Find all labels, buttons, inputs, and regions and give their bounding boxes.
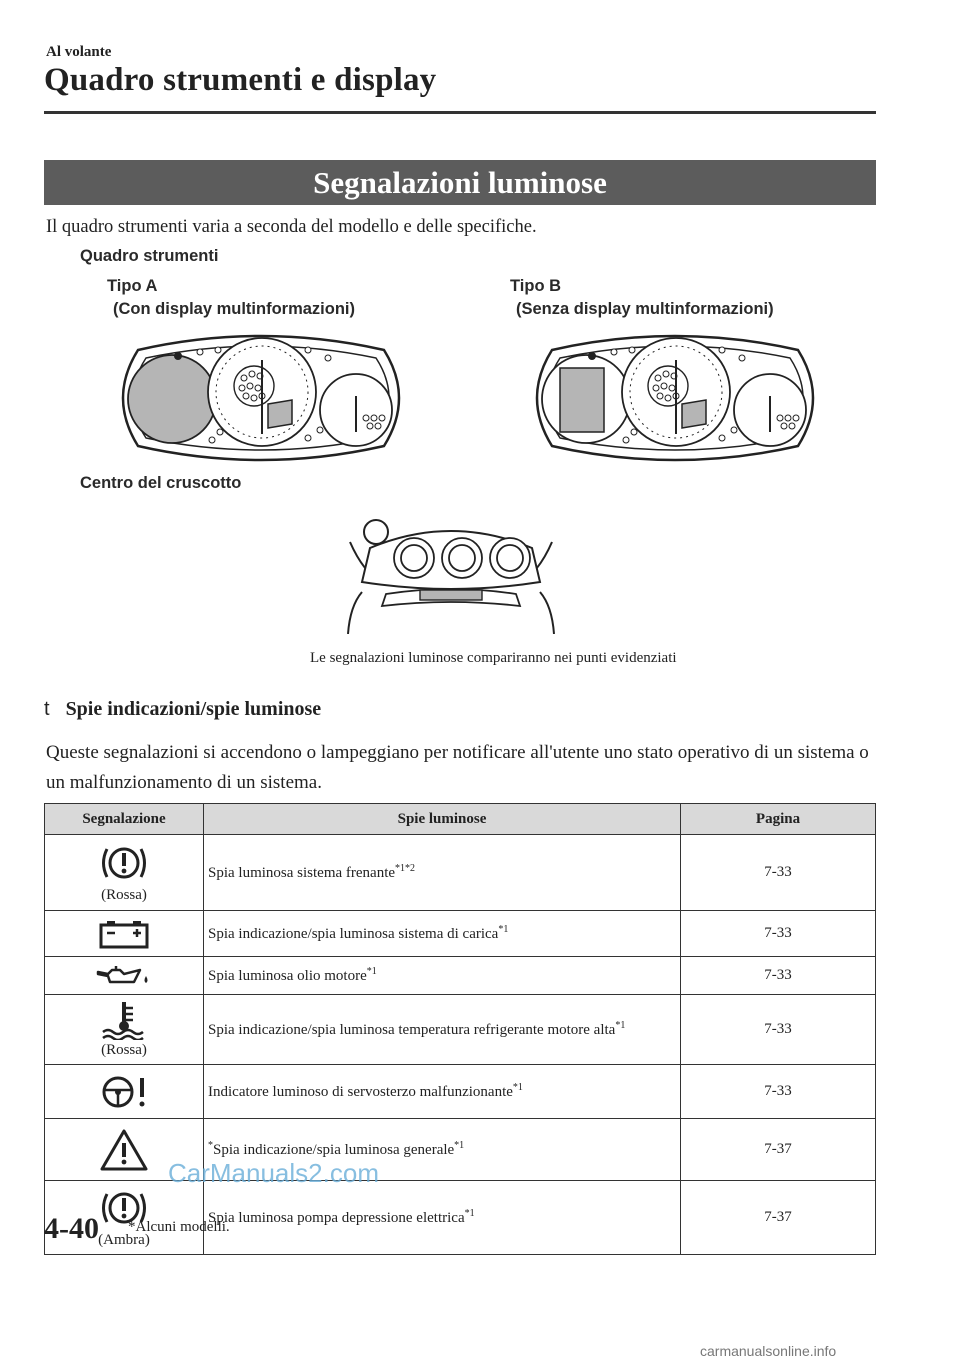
light-name: Spia indicazione/spia luminosa sistema di carica xyxy=(208,926,499,942)
brake-warning-icon xyxy=(97,841,151,885)
table-header-row xyxy=(45,804,876,835)
type-b-sublabel: (Senza display multinformazioni) xyxy=(516,300,774,318)
footnote: *Alcuni modelli. xyxy=(128,1219,230,1235)
page-ref: 7-33 xyxy=(681,1065,876,1119)
light-name: Spia indicazione/spia luminosa temperatura refrigerante motore alta xyxy=(208,1022,616,1038)
cluster-label: Quadro strumenti xyxy=(80,247,219,265)
footnote-mark: *1 xyxy=(464,1208,475,1219)
chapter-label: Al volante xyxy=(46,44,112,60)
header-signal: Segnalazione xyxy=(45,804,204,835)
footnote-mark: *1 xyxy=(366,966,377,977)
dashboard-label: Centro del cruscotto xyxy=(80,474,242,492)
page-ref: 7-33 xyxy=(681,835,876,911)
footnote-mark: *1 xyxy=(615,1020,626,1031)
header-lights: Spie luminose xyxy=(204,804,681,835)
table-row xyxy=(45,835,876,911)
table-row xyxy=(45,957,876,995)
table-row xyxy=(45,1181,876,1255)
page-ref: 7-33 xyxy=(681,911,876,957)
light-name: Spia luminosa pompa depressione elettrica xyxy=(208,1210,465,1226)
footnote-mark: *1 xyxy=(512,1082,523,1093)
title-rule xyxy=(44,111,876,114)
light-name: Spia luminosa olio motore xyxy=(208,968,367,984)
type-a-label: Tipo A xyxy=(107,277,158,295)
page-title: Quadro strumenti e display xyxy=(44,62,437,98)
section-heading xyxy=(44,698,321,721)
page-ref: 7-37 xyxy=(681,1119,876,1181)
dashboard-center-illustration xyxy=(340,512,562,634)
page-number: 4-40 xyxy=(44,1212,99,1245)
section-heading-text: Spie indicazioni/spie luminose xyxy=(65,698,322,720)
section-paragraph: Queste segnalazioni si accendono o lampeggiano per notificare all'utente uno stato operativo di un sistema o un malfunzionamento di un sistema. xyxy=(46,742,869,793)
table-row xyxy=(45,911,876,957)
type-a-cluster-illustration xyxy=(108,330,414,466)
footnote-mark: *1*2 xyxy=(395,863,416,874)
light-name: Indicatore luminoso di servosterzo malfunzionante xyxy=(208,1084,513,1100)
page-ref: 7-33 xyxy=(681,995,876,1065)
type-b-cluster-illustration xyxy=(522,330,828,466)
table-row xyxy=(45,1065,876,1119)
light-name: Spia luminosa sistema frenante xyxy=(208,865,396,881)
page-ref: 7-33 xyxy=(681,957,876,995)
page-ref: 7-37 xyxy=(681,1181,876,1255)
coolant-temperature-icon xyxy=(97,1000,151,1040)
watermark-online: carmanualsonline.info xyxy=(700,1343,837,1359)
footnote-mark-prefix: * xyxy=(208,1140,213,1151)
light-name: Spia indicazione/spia luminosa generale xyxy=(213,1142,455,1158)
intro-text: Il quadro strumenti varia a seconda del modello e delle specifiche. xyxy=(46,217,537,237)
battery-icon xyxy=(97,919,151,949)
section-banner: Segnalazioni luminose xyxy=(44,160,876,205)
header-page: Pagina xyxy=(681,804,876,835)
figure-caption: Le segnalazioni luminose compariranno nei punti evidenziati xyxy=(310,650,677,666)
section-bullet: t xyxy=(44,698,50,720)
type-b-label: Tipo B xyxy=(510,277,562,295)
table-row xyxy=(45,995,876,1065)
icon-color-label: (Rossa) xyxy=(101,1042,147,1058)
watermark-carmanuals: CarManuals2.com xyxy=(168,1158,379,1188)
power-steering-icon xyxy=(96,1074,152,1110)
master-warning-icon xyxy=(98,1127,150,1173)
type-a-sublabel: (Con display multinformazioni) xyxy=(113,300,355,318)
icon-color-label: (Rossa) xyxy=(101,887,147,903)
footnote-mark: *1 xyxy=(454,1140,465,1151)
icon-color-label: (Ambra) xyxy=(98,1232,150,1248)
footnote-mark: *1 xyxy=(498,924,509,935)
oil-can-icon xyxy=(94,964,154,988)
